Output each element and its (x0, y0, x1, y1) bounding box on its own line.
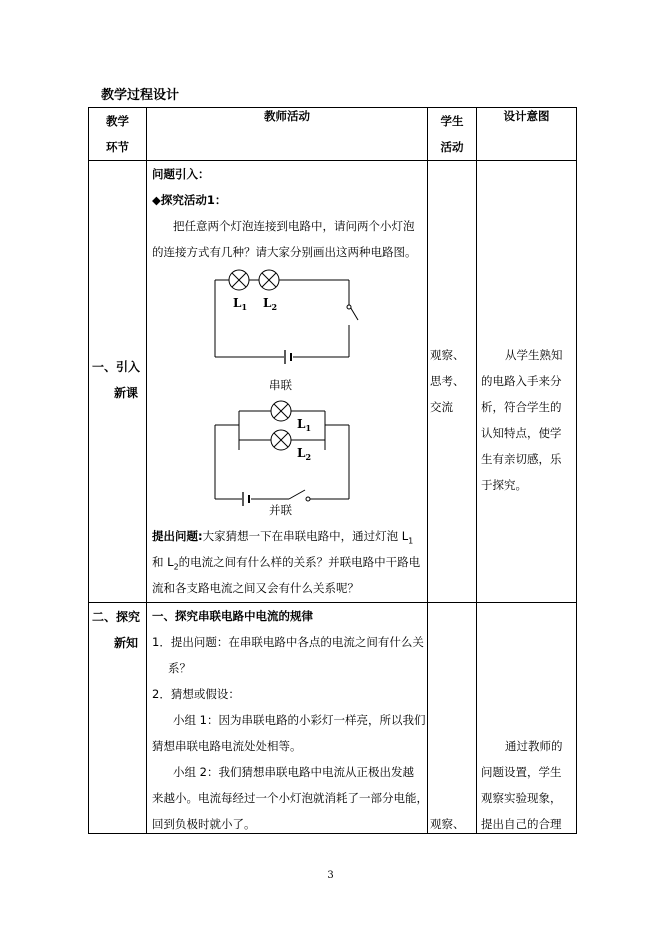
switch-icon (306, 497, 310, 501)
parallel-label-l1: $L_1$ (297, 417, 312, 433)
parallel-label-l2: $L_2$ (297, 446, 312, 462)
lamp-l1-icon (229, 270, 249, 290)
lamp-l2-icon (259, 270, 279, 290)
table-header-row (89, 108, 577, 161)
student-activity-cell: 观察、 思考、 交流 (428, 161, 477, 603)
lamp-l1-icon (271, 401, 291, 421)
section-title: 教学过程设计 (101, 88, 180, 103)
lesson-table (88, 107, 577, 834)
student-activity-cell: 观察、 (428, 603, 477, 834)
parallel-caption: 并联 (269, 503, 292, 517)
explore-activity-1: ◆探究活动1： (152, 193, 227, 207)
stage-cell: 二、探究 新知 (89, 603, 147, 834)
series-label-l2: $L_2$ (263, 296, 278, 312)
header-student: 学生 活动 (428, 108, 477, 161)
design-intent-cell: 通过教师的 问题设置，学生 观察实验现象， 提出自己的合理 (477, 603, 577, 834)
page-number: 3 (327, 870, 334, 881)
header-stage: 教学 环节 (89, 108, 147, 161)
section-heading: 一、探究串联电路中电流的规律 (152, 609, 313, 623)
switch-icon (347, 305, 351, 309)
series-label-l1: $L_1$ (233, 296, 248, 312)
series-circuit-diagram (213, 265, 363, 365)
series-caption: 串联 (269, 378, 292, 392)
question-line-1: 提出问题:大家猜想一下在串联电路中，通过灯泡 $L_1$ (152, 529, 414, 546)
header-intent: 设计意图 (477, 108, 577, 161)
lamp-l2-icon (271, 430, 291, 450)
parallel-circuit-diagram (213, 398, 363, 506)
stage-cell: 一、引入 新课 (89, 161, 147, 603)
teacher-activity-cell: 问题引入： ◆探究活动1： 把任意两个灯泡连接到电路中，请问两个小灯泡 的连接方式有几种？请大家分别画出这两种电路图。 $L_1$ $L_2$ 串联 $L_1$ $L_2$ 并联 提出问题:大家猜想一下在串联电路中，通过灯泡 $L_1$ 和 $L_2$的电流之间有什么样的关系？并联电路中干路电 流和各支路电流之间又会有什么关系呢？ (147, 161, 428, 603)
table-row (89, 603, 577, 834)
question-line-2: 和 $L_2$的电流之间有什么样的关系？并联电路中干路电 (152, 555, 421, 572)
design-intent-cell: 从学生熟知 的电路入手来分 析，符合学生的 认知特点，使学 生有亲切感，乐 于探究。 (477, 161, 577, 603)
teacher-activity-cell: 一、探究串联电路中电流的规律 1．提出问题：在串联电路中各点的电流之间有什么关 系？ 2．猜想或假设： 小组 1：因为串联电路的小彩灯一样亮，所以我们 猜想串联电路电流处处相等。 小组 2：我们猜想串联电路中电流从正极出发越 来越小。电流每经过一个小灯泡就消耗了一部分电能， 回到负极时就小了。 (147, 603, 428, 834)
question-intro: 问题引入： (152, 167, 210, 181)
header-teacher: 教师活动 (147, 108, 428, 161)
question-line-3: 流和各支路电流之间又会有什么关系呢？ (152, 581, 359, 595)
table-row (89, 161, 577, 603)
